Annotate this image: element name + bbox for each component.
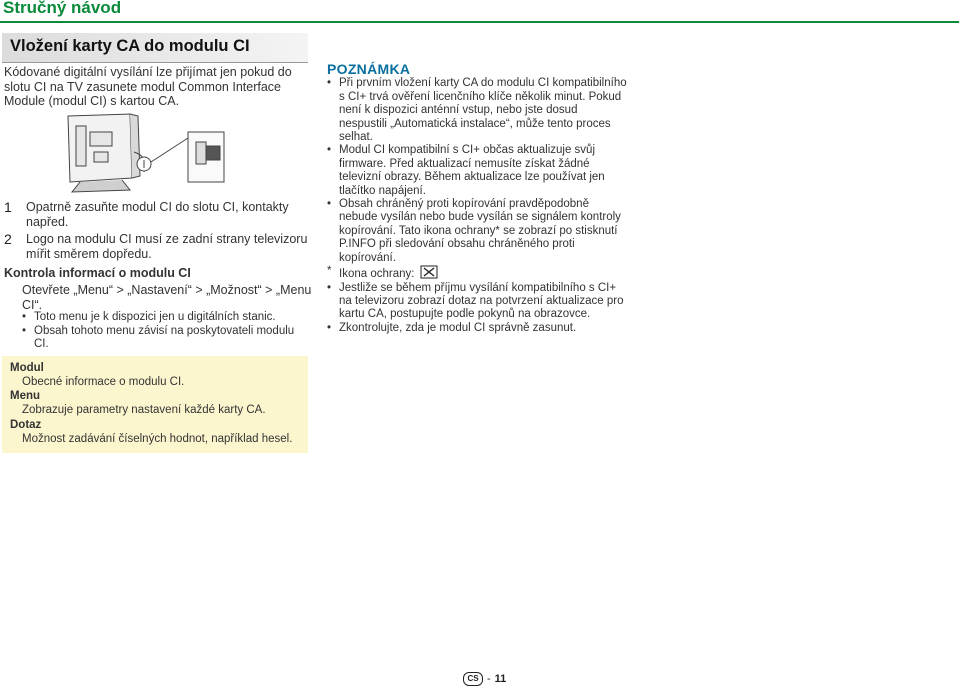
footer-separator: - bbox=[487, 673, 491, 685]
definition-desc: Možnost zadávání číselných hodnot, například hesel. bbox=[22, 432, 293, 445]
copy-protection-icon bbox=[420, 265, 438, 279]
note-title: POZNÁMKA bbox=[327, 61, 411, 77]
bullet-item: • Toto menu je k dispozici jen u digitálních stanic. bbox=[22, 311, 312, 325]
note-item: • Zkontrolujte, zda je modul CI správně zasunut. bbox=[327, 322, 627, 335]
definition-term: Menu bbox=[10, 390, 41, 402]
note-panel bbox=[327, 63, 627, 335]
check-heading: Kontrola informací o modulu CI bbox=[4, 266, 191, 280]
step-item bbox=[4, 200, 310, 229]
intro-text: Kódované digitální vysílání lze přijímat jen pokud do slotu CI na TV zasunete modul Common Interface Module (modul CI) s kartou CA. bbox=[4, 65, 292, 108]
language-badge: CS bbox=[463, 672, 483, 686]
note-item: • Modul CI kompatibilní s CI+ občas aktualizuje svůj firmware. Před aktualizací nemusíte získat žádné televizní obrazy. Během aktualizace lze používat jen tlačítko napájení. bbox=[327, 144, 627, 198]
page-footer bbox=[463, 672, 506, 686]
definition-item bbox=[10, 390, 305, 417]
page-header bbox=[0, 0, 959, 21]
definition-desc: Obecné informace o modulu CI. bbox=[22, 375, 185, 388]
menu-instruction: Otevřete „Menu“ > „Nastavení“ > „Možnost“ > „Menu CI“. bbox=[22, 283, 312, 312]
note-item: • Při prvním vložení karty CA do modulu CI kompatibilního s CI+ trvá ověření licenčního klíče několik minut. Pokud není k dispozici anténní vstup, nebo jste dosud nespustili „Automatická instalace“, může tento proces selhat. bbox=[327, 77, 627, 144]
section-title: Vložení karty CA do modulu CI bbox=[10, 37, 250, 55]
definition-desc: Zobrazuje parametry nastavení každé karty CA. bbox=[22, 403, 266, 416]
page-number: 11 bbox=[494, 673, 507, 685]
step-item bbox=[4, 232, 310, 261]
header-divider bbox=[0, 21, 959, 23]
step-number: 1 bbox=[4, 199, 12, 215]
tv-ci-slot-illustration bbox=[60, 112, 230, 197]
step-number: 2 bbox=[4, 231, 12, 247]
note-list bbox=[327, 77, 627, 335]
definition-term: Dotaz bbox=[10, 419, 42, 431]
bullet-item: • Obsah tohoto menu závisí na poskytovateli modulu CI. bbox=[22, 325, 312, 352]
definition-term: Modul bbox=[10, 362, 44, 374]
note-item: • Jestliže se během příjmu vysílání kompatibilního s CI+ na televizoru zobrazí dotaz na potvrzení aktualizace pro kartu CA, postupujte podle pokynů na obrazovce. bbox=[327, 282, 627, 322]
note-item: • Obsah chráněný proti kopírování pravděpodobně nebude vysílán nebo bude vysílán se signálem kontroly kopírování. Tato ikona ochrany* se zobrazí po stisknutí P.INFO při sledování obsahu chráněného proti kopírování. bbox=[327, 198, 627, 265]
section-divider bbox=[2, 62, 308, 63]
header-title: Stručný návod bbox=[3, 0, 122, 17]
definition-item bbox=[10, 419, 305, 446]
definition-item bbox=[10, 362, 305, 389]
note-item bbox=[327, 265, 627, 281]
step-text: Opatrně zasuňte modul CI do slotu CI, kontakty napřed. bbox=[26, 200, 289, 229]
note-item-text: Ikona ochrany: bbox=[339, 268, 415, 281]
check-bullets bbox=[22, 311, 312, 352]
steps-list bbox=[4, 200, 310, 264]
step-text: Logo na modulu CI musí ze zadní strany televizoru mířit směrem dopředu. bbox=[26, 232, 308, 261]
